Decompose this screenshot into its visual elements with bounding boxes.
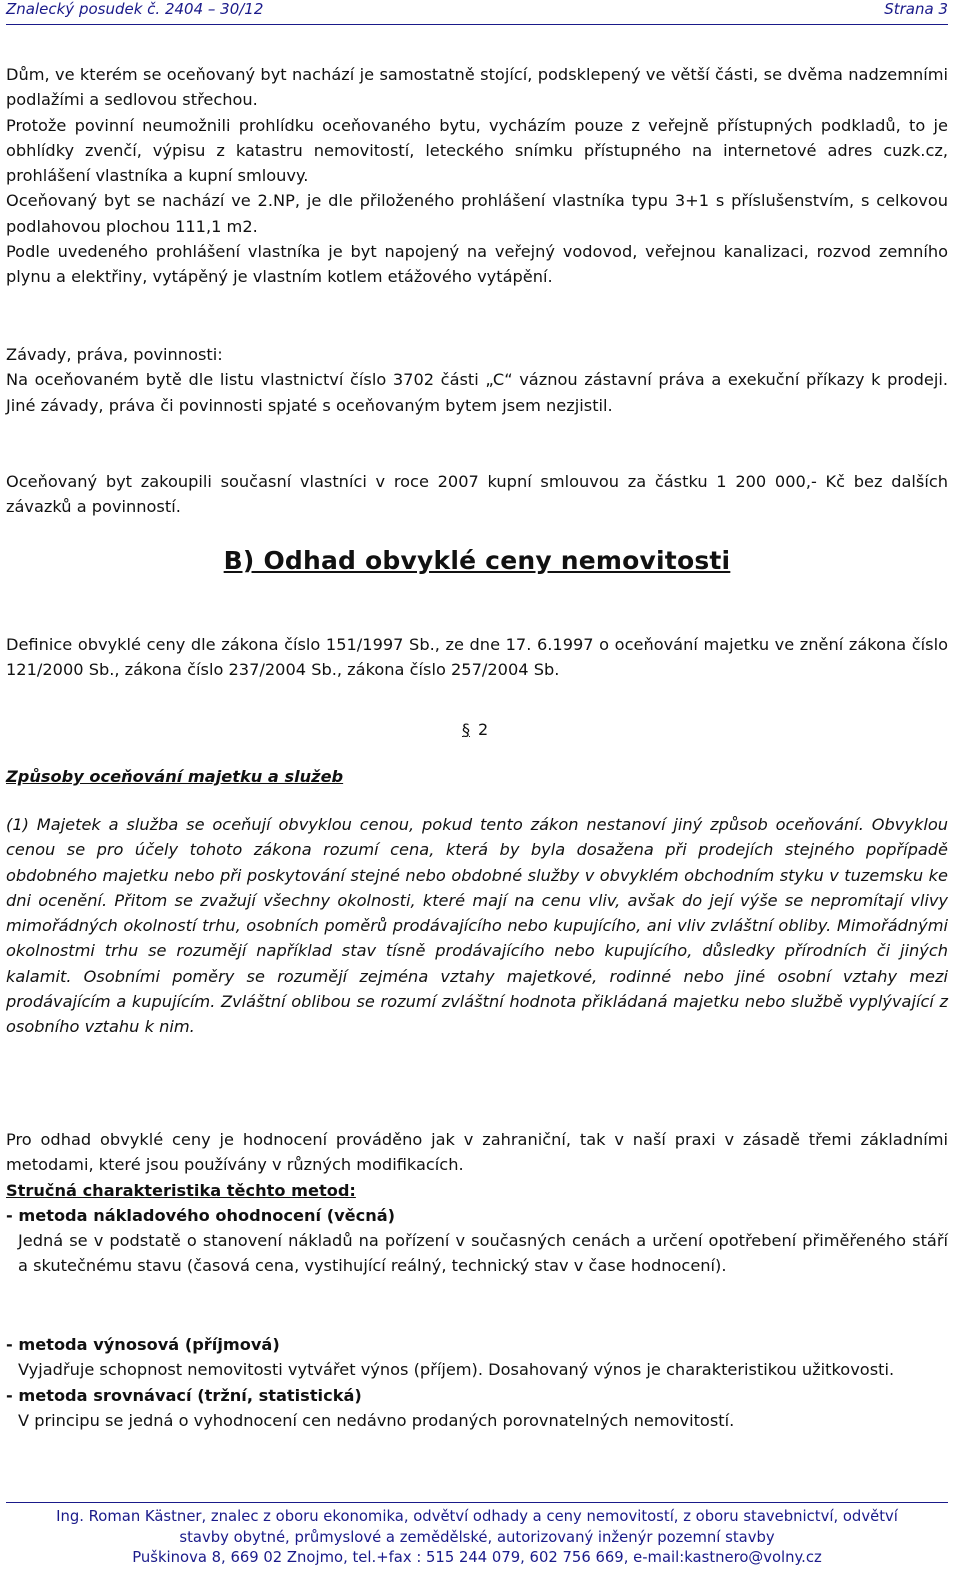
page-header [6, 0, 948, 25]
law-paragraph-sign [462, 720, 488, 739]
method-income-title: - metoda výnosová (příjmová) [6, 1335, 280, 1354]
purchase-section [6, 469, 948, 520]
paragraph-symbol: § [462, 720, 470, 739]
method-comparison-title: - metoda srovnávací (tržní, statistická) [6, 1385, 362, 1405]
intro-paragraph-house: Dům, ve kterém se oceňovaný byt nachází je samostatně stojící, podsklepený ve větší části, se dvěma nadzemními podlažími a sedlovou střechou. [6, 65, 948, 110]
methods-heading: Stručná charakteristika těchto metod: [6, 1180, 356, 1200]
methods-intro: Pro odhad obvyklé ceny je hodnocení prováděno jak v zahraniční, tak v naší praxi v zásadě třemi základními metodami, které jsou používány v různých modifikacích. [6, 1130, 948, 1175]
purchase-text: Oceňovaný byt zakoupili současní vlastníci v roce 2007 kupní smlouvou za částku 1 200 000,- Kč bez dalších závazků a povinností. [6, 472, 948, 517]
document-title: Znalecký posudek č. 2404 – 30/12 [6, 0, 264, 18]
method-income-text: Vyjadřuje schopnost nemovitosti vytvářet výnos (příjem). Dosahovaný výnos je charakteristikou užitkovosti. [18, 1360, 895, 1380]
law-heading: Způsoby oceňování majetku a služeb [6, 767, 344, 786]
law-text-block [6, 812, 948, 1040]
intro-paragraph-utilities: Podle uvedeného prohlášení vlastníka je byt napojený na veřejný vodovod, veřejnou kanalizaci, rozvod zemního plynu a elektřiny, vytápěný je vlastním kotlem etážového vytápění. [6, 242, 948, 287]
method-cost-text: Jedná se v podstatě o stanovení nákladů na pořízení v současných cenách a určení opotřebení přiměřeného stáří a skutečnému stavu (časová cena, vystihující reálný, technický stav v čase hodnocení). [18, 1231, 948, 1276]
law-text: (1) Majetek a služba se oceňují obvyklou cenou, pokud tento zákon nestanoví jiný způsob oceňování. Obvyklou cenou se pro účely tohoto zákona rozumí cena, která by byla dosažena při prodejích stejného popřípadě obdobného majetku nebo při poskytování stejné nebo obdobné služby v obvyklém obchodním styku v tuzemsku ke dni ocenění. Přitom se zvažují všechny okolnosti, které mají na cenu vliv, avšak do její výše se nepromítají vlivy mimořádných okolností trhu, osobních poměrů prodávajícího nebo kupujícího, ani vliv zvláštní obliby. Mimořádnými okolnostmi trhu se rozumějí například stav tísně prodávajícího nebo kupujícího, důsledky přírodních či jiných kalamit. Osobními poměry se rozumějí zejména vztahy majetkové, rodinné nebo jiné osobní vztahy mezi prodávajícím a kupujícím. Zvláštní oblibou se rozumí zvláštní hodnota přikládaná majetku nebo službě vyplývající z osobního vztahu k nim. [6, 815, 948, 1037]
defects-section [6, 342, 948, 418]
method-comparison-text: V principu se jedná o vyhodnocení cen nedávno prodaných porovnatelných nemovitostí. [18, 1410, 735, 1430]
method-cost-title: - metoda nákladového ohodnocení (věcná) [6, 1205, 396, 1225]
intro-paragraph-inspection: Protože povinní neumožnili prohlídku oceňovaného bytu, vycházím pouze z veřejně přístupných podkladů, to je obhlídky zvenčí, výpisu z katastru nemovitostí, leteckého snímku přístupného na internetové adres cuzk.cz, prohlášení vlastníka a kupní smlouvy. [6, 115, 948, 186]
defects-heading: Závady, práva, povinnosti: [6, 345, 223, 364]
definition-section [6, 632, 948, 683]
paragraph-number: 2 [478, 720, 489, 739]
methods-section-2 [6, 1332, 948, 1433]
definition-text: Definice obvyklé ceny dle zákona číslo 151/1997 Sb., ze dne 17. 6.1997 o oceňování majetku ve znění zákona číslo 121/2000 Sb., zákona číslo 237/2004 Sb., zákona číslo 257/2004 Sb. [6, 635, 948, 680]
section-b [6, 546, 948, 575]
page-number: Strana 3 [884, 0, 948, 18]
footer-line-3: Puškinova 8, 669 02 Znojmo, tel.+fax : 515 244 079, 602 756 669, e-mail:kastnero@volny.cz [132, 1549, 822, 1566]
methods-section [6, 1127, 948, 1279]
intro-paragraph-location: Oceňovaný byt se nachází ve 2.NP, je dle přiloženého prohlášení vlastníka typu 3+1 s příslušenstvím, s celkovou podlahovou plochou 111,1 m2. [6, 191, 948, 236]
intro-section [6, 62, 948, 290]
footer-line-2: stavby obytné, průmyslové a zemědělské, autorizovaný inženýr pozemní stavby [179, 1528, 775, 1546]
law-section [6, 764, 948, 789]
defects-text: Na oceňovaném bytě dle listu vlastnictví číslo 3702 části „C“ váznou zástavní práva a exekuční příkazy k prodeji. Jiné závady, práva či povinnosti spjaté s oceňovaným bytem jsem nezjistil. [6, 370, 948, 415]
section-b-title: B) Odhad obvyklé ceny nemovitosti [223, 546, 731, 575]
page-footer [6, 1502, 948, 1579]
footer-line-1: Ing. Roman Kästner, znalec z oboru ekonomika, odvětví odhady a ceny nemovitostí, z oboru stavebnictví, odvětví [56, 1508, 898, 1525]
